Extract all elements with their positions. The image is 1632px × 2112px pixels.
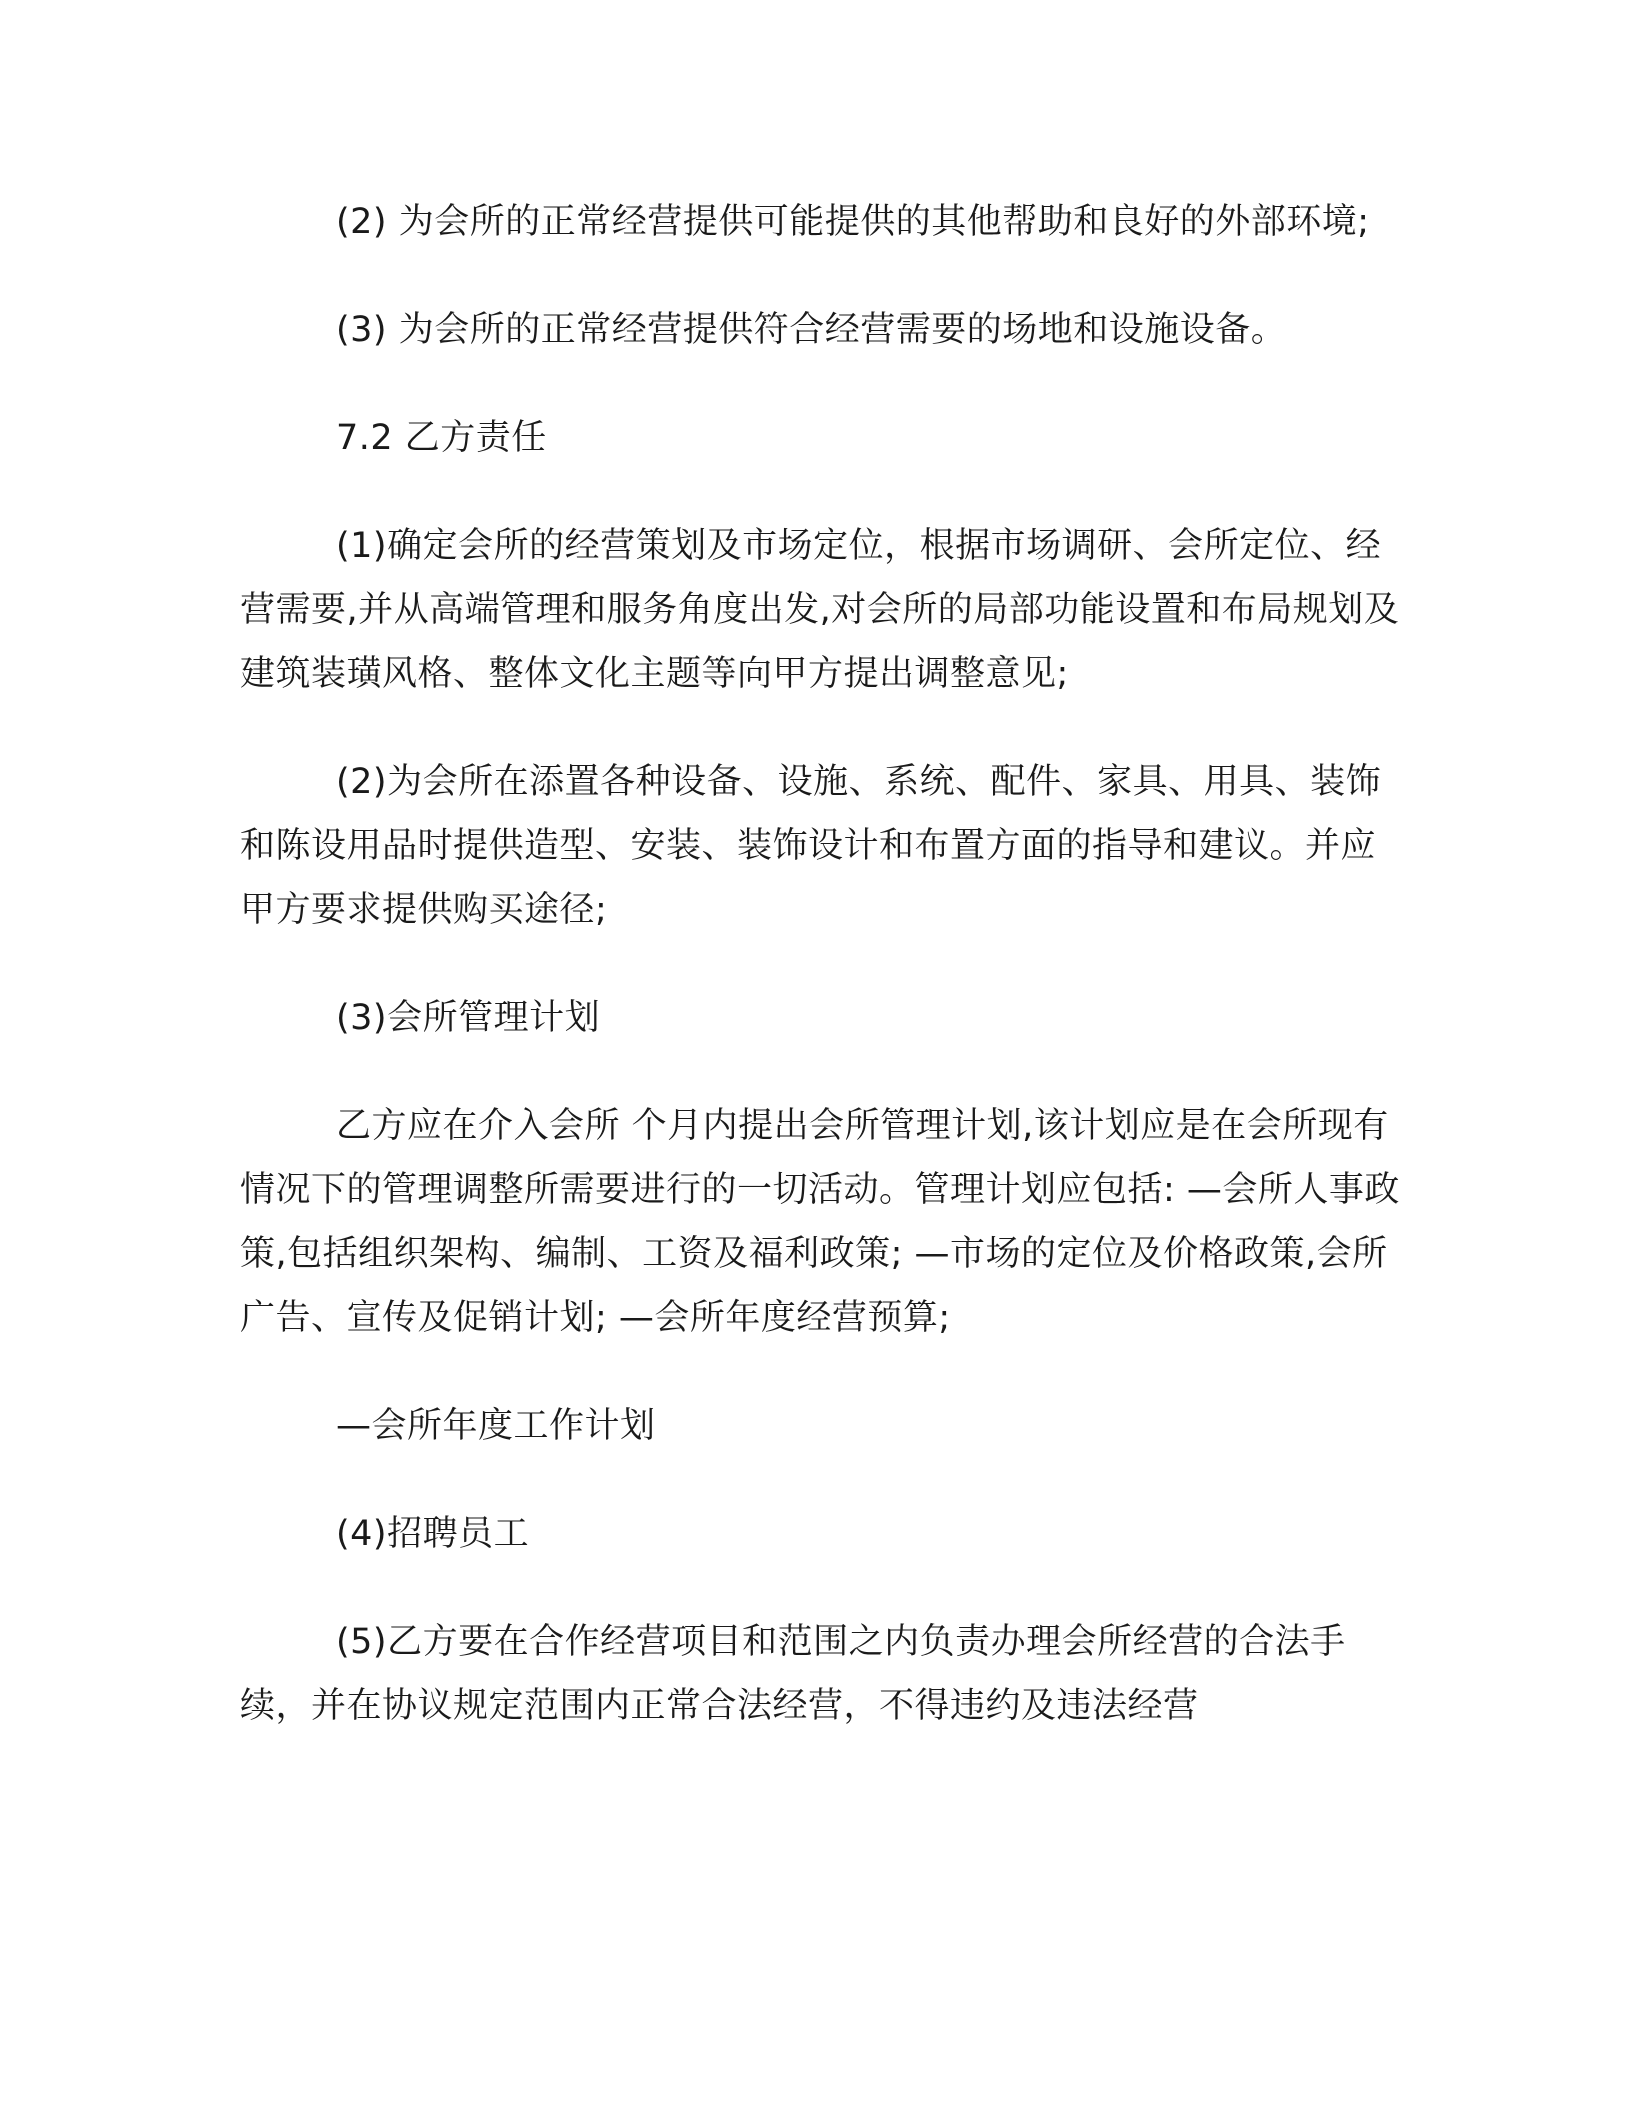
document-body [240,190,1400,1738]
section-heading-7-2: 7.2 乙方责任 [336,418,547,458]
paragraph-5-legal-operation: (5)乙方要在合作经营项目和范围之内负责办理会所经营的合法手续，并在协议规定范围内正常合法经营，不得违约及违法经营 [240,1622,1346,1726]
paragraph-annual-work-plan: —会所年度工作计划 [336,1406,656,1446]
paragraph-4-recruitment: (4)招聘员工 [336,1514,530,1554]
paragraph-3-facilities: (3) 为会所的正常经营提供符合经营需要的场地和设施设备。 [336,310,1287,350]
paragraph-2-equipment: (2)为会所在添置各种设备、设施、系统、配件、家具、用具、装饰和陈设用品时提供造型、安装、装饰设计和布置方面的指导和建议。并应甲方要求提供购买途径; [240,762,1382,930]
paragraph-2-support: (2) 为会所的正常经营提供可能提供的其他帮助和良好的外部环境; [336,202,1370,242]
paragraph-3-management-plan-heading: (3)会所管理计划 [336,998,601,1038]
paragraph-1-positioning: (1)确定会所的经营策划及市场定位，根据市场调研、会所定位、经营需要,并从高端管理和服务角度出发,对会所的局部功能设置和布局规划及建筑装璜风格、整体文化主题等向甲方提出调整意见; [240,526,1400,694]
paragraph-management-plan-body: 乙方应在介入会所 个月内提出会所管理计划,该计划应是在会所现有情况下的管理调整所需要进行的一切活动。管理计划应包括: —会所人事政策,包括组织架构、编制、工资及福利政策; —市场的定位及价格政策,会所广告、宣传及促销计划; —会所年度经营预算; [240,1106,1400,1338]
